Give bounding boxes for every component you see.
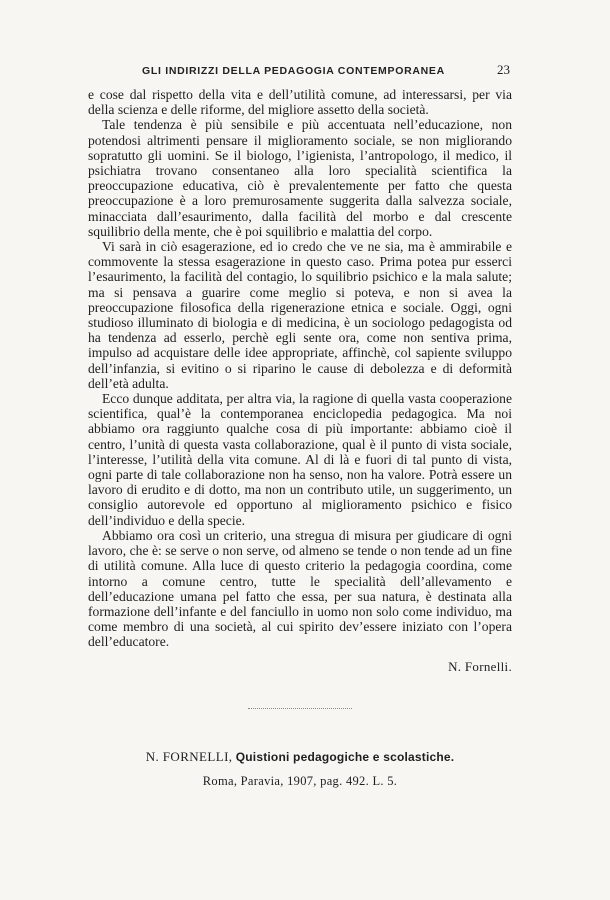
bibliographic-reference bbox=[88, 749, 512, 789]
page-number: 23 bbox=[497, 62, 510, 77]
paragraph-4: Ecco dunque additata, per altra via, la ragione di quella vasta cooperazione scientifica, qual’è la contemporanea enciclopedia pedagogica. Ma noi abbiamo ora raggiunto qualche cosa di più importante: abbiamo cioè il centro, l’unità di questa vasta collaborazione, qual è il punto di vista sociale, l’interesse, l’utilità della vita comune. Al di là e fuori di tal punto di vista, ogni parte di tale collaborazione non ha senso, non ha valore. Potrà essere un lavoro di erudito e di dotto, ma non un contributo utile, un suggerimento, un consiglio autorevole ed opportuno al miglioramento psichico e fisico dell’individuo e della specie. bbox=[88, 391, 512, 528]
paragraph-5: Abbiamo ora così un criterio, una stregua di misura per giudicare di ogni lavoro, che è: se serve o non serve, od almeno se tende o non tende ad un fine di utilità comune. Alla luce di questo criterio la pedagogia coordina, come intorno a comune centro, tutte le specialità dell’allevamento e dell’educazione umana pel fatto che essa, per sua natura, è destinata alla formazione dell’infante e del fanciullo in uomo non solo come individuo, ma come membro di una società, al cui spirito dev’essere iniziato con l’opera dell’educatore. bbox=[88, 527, 512, 650]
paragraph-1: e cose dal rispetto della vita e dell’utilità comune, ad interessarsi, per via della scienza e delle riforme, del migliore assetto della società. bbox=[88, 87, 512, 118]
reference-title: Quistioni pedagogiche e scolastiche. bbox=[235, 749, 455, 764]
running-title: GLI INDIRIZZI DELLA PEDAGOGIA CONTEMPORANEA bbox=[142, 65, 445, 77]
paragraph-2: Tale tendenza è più sensibile e più accentuata nell’educazione, non potendosi altrimenti pensare il miglioramento sociale, se non migliorando sopratutto gli uomini. Se il biologo, l’igienista, l’antropologo, il medico, il psichiatra trovano consentaneo alla loro specialità scientifica la preoccupazione educativa, ciò è prevalentemente per fatto che questa preoccupazione è a loro premurosamente suggerita dalla salvezza sociale, minacciata dall’esaurimento, dalla facilità del morbo e dal crescente squilibrio della mente, che è poi squilibrio e malattia del corpo. bbox=[88, 117, 512, 239]
section-divider bbox=[248, 708, 352, 709]
body-text bbox=[88, 87, 512, 650]
document-page bbox=[88, 62, 512, 789]
reference-publication: Roma, Paravia, 1907, pag. 492. L. 5. bbox=[202, 773, 398, 788]
paragraph-3: Vi sarà in ciò esagerazione, ed io credo che ve ne sia, ma è ammirabile e commovente la stessa esagerazione in questo caso. Prima potea pur esserci l’esaurimento, la facilità del contagio, lo squilibrio psichico e la mala salute; ma si pensava a guarire come meglio si poteva, e non si avea la preoccupazione filosofica della rigenerazione etnica e sociale. Oggi, ogni studioso illuminato di biologia e di medicina, è un sociologo pedagogista od ha tendenza ad esserlo, perchè egli sente ora, come non sentiva prima, impulso ad acquistare delle idee appropriate, affinchè, col sapiente sviluppo dell’infanzia, si evitino o si riparino le cause di debolezza e di deformità dell’età adulta. bbox=[88, 239, 512, 391]
author-signature: N. Fornelli. bbox=[448, 658, 512, 674]
running-head bbox=[88, 62, 512, 78]
reference-author: N. FORNELLI, bbox=[145, 748, 233, 764]
